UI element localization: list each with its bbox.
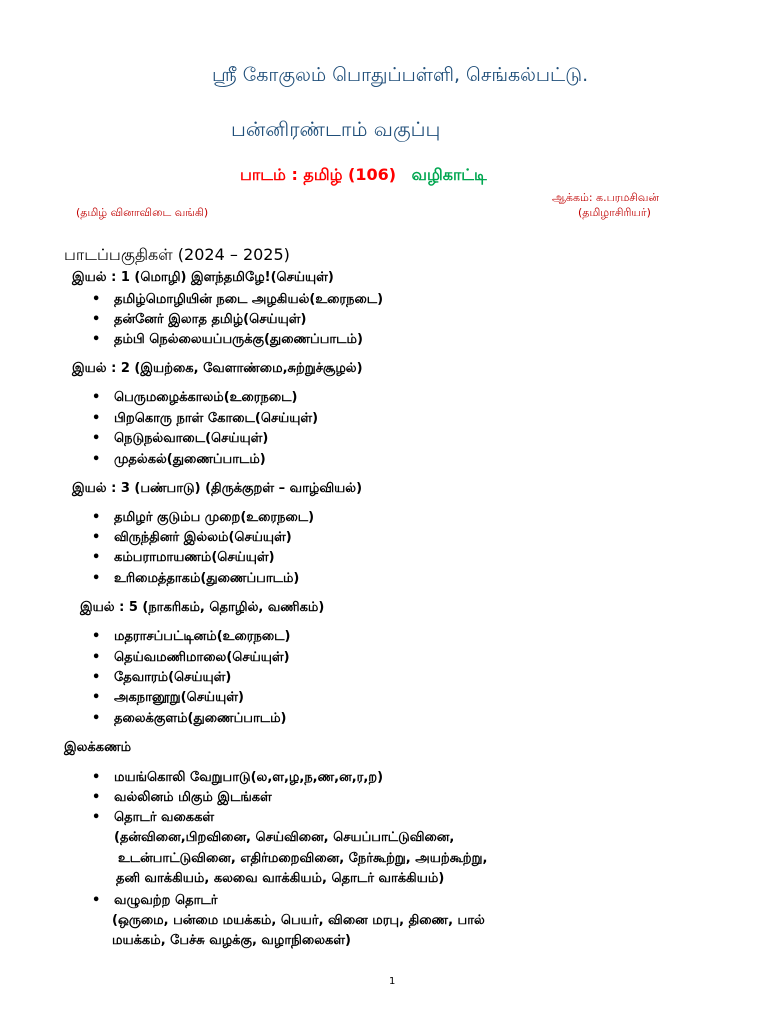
detail-line: (தன்வினை,பிறவினை, செய்வினை, செயப்பாட்டுவினை,: [114, 830, 455, 845]
list-item: • தன்னேர் இலாத தமிழ்(செய்யுள்): [92, 312, 307, 327]
list-item: • தெய்வமணிமாலை(செய்யுள்): [92, 650, 290, 665]
unit-heading: இயல் : 2 (இயற்கை, வேளாண்மை,சுற்றுச்சூழல்): [72, 361, 363, 376]
list-item: • விருந்தினர் இல்லம்(செய்யுள்): [92, 530, 292, 545]
detail-line: மயக்கம், பேச்சு வழக்கு, வழாநிலைகள்): [112, 933, 351, 948]
author-credit: ஆக்கம்: க.பரமசிவன்: [552, 191, 660, 204]
list-item: • தேவாரம்(செய்யுள்): [92, 670, 232, 685]
list-item: • கம்பராமாயணம்(செய்யுள்): [92, 550, 275, 565]
detail-line: உடன்பாட்டுவினை, எதிர்மறைவினை, நேர்கூற்று, அயற்கூற்று,: [118, 851, 488, 866]
list-item: • பெருமழைக்காலம்(உரைநடை): [92, 390, 298, 405]
list-item: • வல்லினம் மிகும் இடங்கள்: [92, 790, 272, 805]
grade-title: பன்னிரண்டாம் வகுப்பு: [231, 117, 441, 141]
list-item: • அகநானூறு(செய்யுள்): [92, 690, 244, 705]
list-item: • உரிமைத்தாகம்(துணைப்பாடம்): [92, 571, 300, 586]
subject-label: பாடம் : தமிழ் (106): [240, 165, 397, 184]
list-item: • தலைக்குளம்(துணைப்பாடம்): [92, 711, 287, 726]
list-item: • மதராசப்பட்டினம்(உரைநடை): [92, 629, 291, 644]
detail-line: தனி வாக்கியம், கலவை வாக்கியம், தொடர் வாக்கியம்): [116, 871, 445, 886]
author-role: (தமிழாசிரியர்): [578, 206, 651, 219]
subject-line: [240, 165, 487, 186]
unit-heading: இயல் : 5 (நாகரிகம், தொழில், வணிகம்): [80, 600, 325, 615]
list-item: • தம்பி நெல்லையப்பருக்கு(துணைப்பாடம்): [92, 332, 363, 347]
list-item: • பிறகொரு நாள் கோடை(செய்யுள்): [92, 411, 319, 426]
list-item: • நெடுநல்வாடை(செய்யுள்): [92, 431, 269, 446]
list-item: • தொடர் வகைகள்: [92, 810, 215, 825]
page-number: 1: [389, 976, 396, 987]
syllabus-title: பாடப்பகுதிகள் (2024 – 2025): [64, 245, 290, 264]
unit-heading: இயல் : 1 (மொழி) இளந்தமிழே!(செய்யுள்): [72, 270, 334, 285]
list-item: • தமிழ்மொழியின் நடை அழகியல்(உரைநடை): [92, 292, 384, 307]
grammar-heading: இலக்கணம்: [64, 740, 132, 755]
list-item: • முதல்கல்(துணைப்பாடம்): [92, 452, 266, 467]
detail-line: (ஒருமை, பன்மை மயக்கம், பெயர், வினை மரபு, திணை, பால்: [112, 913, 485, 928]
guide-label: வழிகாட்டி: [411, 165, 487, 184]
unit-heading: இயல் : 3 (பண்பாடு) (திருக்குறள் – வாழ்வியல்): [72, 481, 363, 496]
question-bank-label: (தமிழ் வினாவிடை வங்கி): [76, 206, 209, 219]
list-item: • தமிழர் குடும்ப முறை(உரைநடை): [92, 510, 315, 525]
list-item: • மயங்கொலி வேறுபாடு(ல,ள,ழ,ந,ண,ன,ர,ற): [92, 770, 384, 785]
list-item: • வழுவற்ற தொடர்: [92, 893, 218, 908]
school-name: ஸ்ரீ கோகுலம் பொதுப்பள்ளி, செங்கல்பட்டு.: [212, 64, 589, 86]
